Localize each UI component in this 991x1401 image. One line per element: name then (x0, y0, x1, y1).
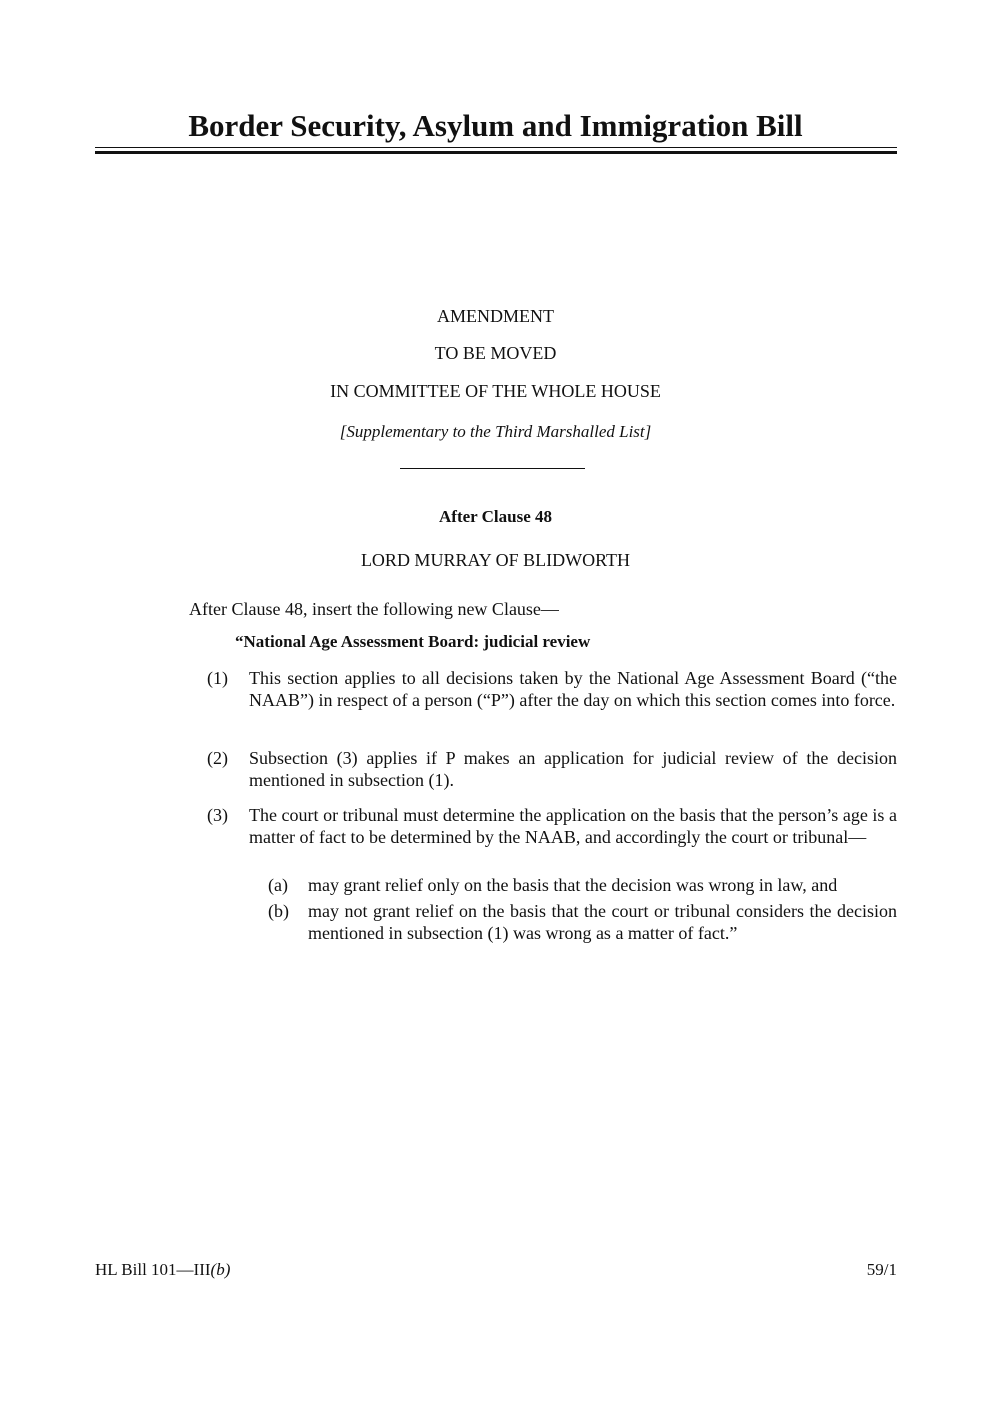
member-name: LORD MURRAY OF BLIDWORTH (360, 550, 631, 570)
page-reference: 59/1 (866, 1260, 897, 1279)
notice-committee: IN COMMITTEE OF THE WHOLE HOUSE (330, 381, 661, 401)
bill-reference-main: HL Bill 101—III (95, 1260, 211, 1279)
subsection-number: (3) (207, 805, 228, 825)
supplementary-note: [Supplementary to the Third Marshalled List] (339, 422, 652, 441)
bill-reference-suffix: (b) (210, 1260, 231, 1279)
subsection-text: The court or tribunal must determine the application on the basis that the person’s age is a matter of fact to be determined by the NAAB, and accordingly the court or tribunal— (249, 805, 897, 847)
paragraph-text: may grant relief only on the basis that the decision was wrong in law, and (308, 875, 838, 895)
amendment-instruction: After Clause 48, insert the following new Clause— (189, 599, 559, 619)
title-rule-thick (95, 151, 897, 154)
clause-heading: “National Age Assessment Board: judicial review (235, 632, 591, 651)
paragraph-text: may not grant relief on the basis that the court or tribunal considers the decision mentioned in subsection (1) was wrong as a matter of fact.” (308, 901, 897, 943)
paragraph-letter: (a) (268, 875, 288, 895)
subsection-text: Subsection (3) applies if P makes an application for judicial review of the decision mentioned in subsection (1). (249, 748, 897, 790)
notice-to-be-moved: TO BE MOVED (434, 343, 557, 363)
section-divider (400, 468, 585, 469)
bill-reference (95, 1259, 230, 1281)
subsection-text: This section applies to all decisions taken by the National Age Assessment Board (“the NAAB”) in respect of a person (“P”) after the day on which this section comes into force. (249, 668, 897, 710)
subsection-number: (2) (207, 748, 228, 768)
paragraph-letter: (b) (268, 901, 289, 921)
bill-title: Border Security, Asylum and Immigration Bill (188, 108, 803, 143)
title-rule-thin (95, 147, 897, 148)
notice-amendment: AMENDMENT (437, 306, 554, 326)
amendment-position: After Clause 48 (439, 507, 552, 526)
subsection-number: (1) (207, 668, 228, 688)
